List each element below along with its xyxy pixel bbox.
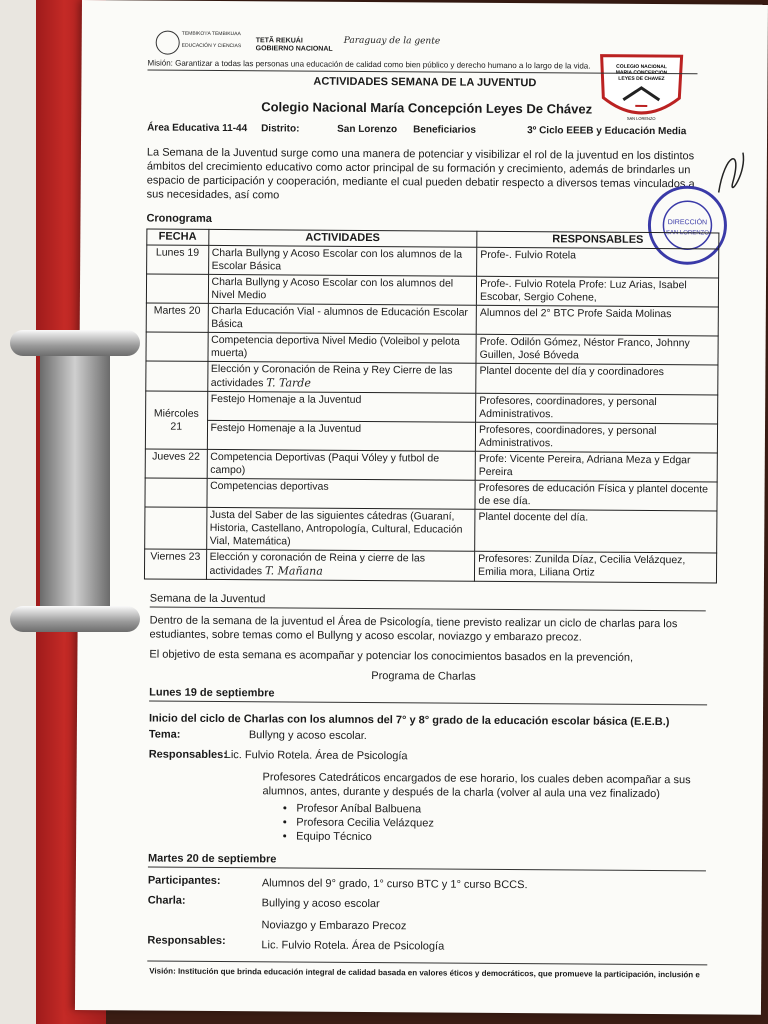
actividad-cell: Competencia Deportivas (Paqui Vóley y futbol de campo)	[207, 449, 476, 480]
handwritten-note: T. Tarde	[266, 376, 311, 390]
responsables-cell: Profe. Odilón Gómez, Néstor Franco, Johnny Guillen, José Bóveda	[476, 334, 718, 365]
actividad-cell	[207, 361, 476, 393]
fecha-cell	[146, 361, 208, 391]
binder-mechanism	[40, 330, 110, 630]
table-row	[146, 361, 718, 395]
actividad-cell: Charla Bullyng y Acoso Escolar con los alumnos del Nivel Medio	[208, 274, 477, 305]
mision-line: Misión: Garantizar a todas las personas una educación de calidad como bien público y derecho humano a lo largo de la vida.	[147, 58, 591, 71]
table-row	[146, 332, 718, 365]
list-item: • Profesor Aníbal Balbuena	[296, 802, 434, 817]
responsables-cell: Alumnos del 2° BTC Profe Saida Molinas	[476, 305, 718, 336]
fecha-cell	[145, 478, 207, 507]
paraguay-de-la-gente-logo: Paraguay de la gente	[343, 35, 441, 47]
actividad-text: Elección y coronación de Reina y cierre de las actividades	[209, 550, 426, 578]
teta-line2: GOBIERNO NACIONAL	[255, 45, 333, 53]
responsables-cell: Profe-. Fulvio Rotela Profe: Luz Arias, Isabel Escobar, Sergio Cohene,	[476, 276, 718, 307]
table-row	[146, 274, 718, 307]
lunes-heading: Lunes 19 de septiembre	[149, 686, 275, 700]
document-page	[75, 0, 768, 1015]
responsables-cell: Profesores, coordinadores, y personal Administrativos.	[475, 422, 717, 453]
header-responsables: RESPONSABLES	[477, 231, 719, 249]
stamp-text2: SAN LORENZO	[665, 230, 709, 237]
ministry-line2: EDUCACIÓN Y CIENCIAS	[181, 42, 242, 50]
cronograma-table	[144, 228, 719, 583]
actividad-cell: Festejo Homenaje a la Juventud	[207, 420, 476, 451]
stamp-text1: DIRECCIÓN	[667, 219, 708, 227]
actividad-cell: Competencias deportivas	[206, 478, 475, 509]
actividad-cell: Charla Educación Vial - alumnos de Educación Escolar Básica	[208, 303, 477, 334]
header-actividades: ACTIVIDADES	[208, 229, 477, 247]
intro-line-1: La Semana de la Juventud surge como una manera de potenciar y visibilizar el rol de la juventud en los distintos	[146, 146, 695, 163]
ciclo-text: 3º Ciclo EEEB y Educación Media	[527, 125, 687, 138]
fecha-cell	[146, 332, 208, 361]
table-row	[145, 420, 717, 453]
semana-p2: El objetivo de esta semana es acompañar y potenciar los conocimientos basados en la prevención,	[149, 648, 634, 664]
lunes-rule	[149, 700, 707, 705]
table-row	[147, 245, 719, 278]
responsables-cell: Profe: Vicente Pereira, Adriana Meza y Edgar Pereira	[475, 451, 717, 482]
lunes-resp-label: Responsables:	[148, 748, 228, 762]
actividad-cell: Competencia deportiva Nivel Medio (Voleibol y pelota muerta)	[207, 332, 476, 363]
table-row	[146, 391, 718, 424]
table-row	[145, 478, 717, 511]
charla-value-1: Bullying y acoso escolar	[261, 897, 380, 911]
ministry-seal-icon	[156, 31, 180, 55]
responsables-cell: Plantel docente del día y coordinadores	[476, 363, 718, 395]
fecha-cell: Viernes 23	[144, 549, 206, 579]
programa-charlas: Programa de Charlas	[371, 670, 476, 683]
intro-line-3: espacio de participación y cooperación, mediante el cual pueden debatir respecto a diversos temas vinculados a	[146, 174, 695, 191]
responsables-cell: Profesores: Zunilda Díaz, Cecilia Velázquez, Emilia mora, Liliana Ortiz	[475, 551, 717, 583]
binder-ring-top-icon	[10, 330, 140, 356]
actividad-text: Elección y Coronación de Reina y Rey Cierre de las actividades	[210, 362, 453, 390]
crest-line3: LEYES DE CHAVEZ	[618, 75, 665, 83]
lunes-prof-line2: alumnos, antes, durante y después de la charla (volver al aula una vez finalizado)	[262, 785, 660, 801]
intro-line-2: ámbitos del crecimiento educativo como actor principal de su formación y crecimiento, además de brindarles un	[146, 160, 691, 177]
teta-line1: TETÃ REKUÁI	[255, 37, 303, 45]
table-row	[146, 303, 718, 336]
participantes-label: Participantes:	[147, 874, 221, 887]
martes-resp-value: Lic. Fulvio Rotela. Área de Psicología	[261, 939, 445, 953]
school-name: Colegio Nacional María Concepción Leyes De Chávez	[261, 99, 593, 117]
responsables-cell: Profesores, coordinadores, y personal Administrativos.	[476, 393, 718, 424]
responsables-cell: Profesores de educación Física y plantel docente de ese día.	[475, 480, 717, 511]
binder-ring-bottom-icon	[10, 606, 140, 632]
fecha-cell	[146, 274, 208, 303]
fecha-cell: Miércoles 21	[145, 391, 207, 449]
fecha-cell	[145, 507, 207, 549]
actividad-cell: Festejo Homenaje a la Juventud	[207, 391, 476, 422]
tema-value: Bullyng y acoso escolar.	[248, 729, 367, 743]
lunes-list	[278, 801, 434, 844]
charla-value-2: Noviazgo y Embarazo Precoz	[261, 919, 407, 933]
responsables-cell: Profe-. Fulvio Rotela	[477, 247, 719, 278]
crest-bottom: SAN LORENZO	[626, 115, 656, 122]
table-row	[144, 549, 716, 583]
fecha-cell: Martes 20	[146, 303, 208, 332]
charla-label: Charla:	[147, 894, 186, 907]
actividad-cell: Charla Bullyng y Acoso Escolar con los alumnos de la Escolar Básica	[208, 245, 477, 276]
fecha-cell: Lunes 19	[147, 245, 209, 274]
document-title: ACTIVIDADES SEMANA DE LA JUVENTUD	[313, 75, 537, 90]
area-educativa: Área Educativa 11-44	[147, 122, 248, 135]
martes-resp-label: Responsables:	[147, 934, 226, 948]
responsables-cell: Plantel docente del día.	[475, 509, 717, 553]
actividad-cell	[206, 549, 475, 581]
table-row	[145, 449, 717, 482]
participantes-value: Alumnos del 9° grado, 1° curso BTC y 1° curso BCCS.	[261, 877, 528, 892]
crest-line1: COLEGIO NACIONAL	[616, 63, 667, 71]
semana-p1b: estudiantes, sobre temas como el Bullyng y acoso escolar, noviazgo y embarazo precoz.	[149, 628, 582, 644]
martes-heading: Martes 20 de septiembre	[147, 852, 277, 866]
beneficiarios-label: Beneficiarios	[413, 124, 476, 136]
lunes-resp-value: Lic. Fulvio Rotela. Área de Psicología	[224, 749, 408, 763]
intro-line-4: sus necesidades, así como	[146, 188, 280, 202]
school-crest-icon	[591, 48, 692, 129]
ministry-line1: TEMBIKO'I'A TEMBIKUAA	[181, 30, 241, 38]
list-item: • Profesora Cecilia Velázquez	[296, 816, 434, 831]
actividad-cell: Justa del Saber de las siguientes cátedras (Guaraní, Historia, Castellano, Antropología, Cultural, Educación Vial, Matemática)	[206, 507, 475, 551]
vision-footer: Visión: Institución que brinda educación integral de calidad basada en valores éticos y democráticos, que promueve la participación, inclusión e	[149, 966, 700, 980]
semana-p1a: Dentro de la semana de la juventud el Área de Psicología, tiene previsto realizar un ciclo de charlas para los	[149, 614, 678, 631]
list-item: • Equipo Técnico	[296, 830, 434, 845]
tema-label: Tema:	[148, 728, 181, 741]
semana-rule	[150, 606, 706, 611]
distrito-label: Distrito:	[261, 123, 300, 135]
martes-rule	[148, 866, 706, 871]
handwritten-note: T. Mañana	[264, 564, 323, 578]
cronograma-label: Cronograma	[146, 212, 212, 225]
lunes-prof-line1: Profesores Catedráticos encargados de ese horario, los cuales deben acompañar a sus	[262, 771, 691, 787]
distrito-value: San Lorenzo	[337, 123, 398, 136]
table-row	[145, 507, 717, 553]
semana-heading: Semana de la Juventud	[149, 592, 266, 606]
footer-rule	[147, 960, 707, 965]
lunes-inicio: Inicio del ciclo de Charlas con los alumnos del 7° y 8° grado de la educación escolar básica (E.E.B.)	[148, 712, 670, 729]
header-fecha: FECHA	[147, 229, 209, 245]
fecha-cell: Jueves 22	[145, 449, 207, 478]
